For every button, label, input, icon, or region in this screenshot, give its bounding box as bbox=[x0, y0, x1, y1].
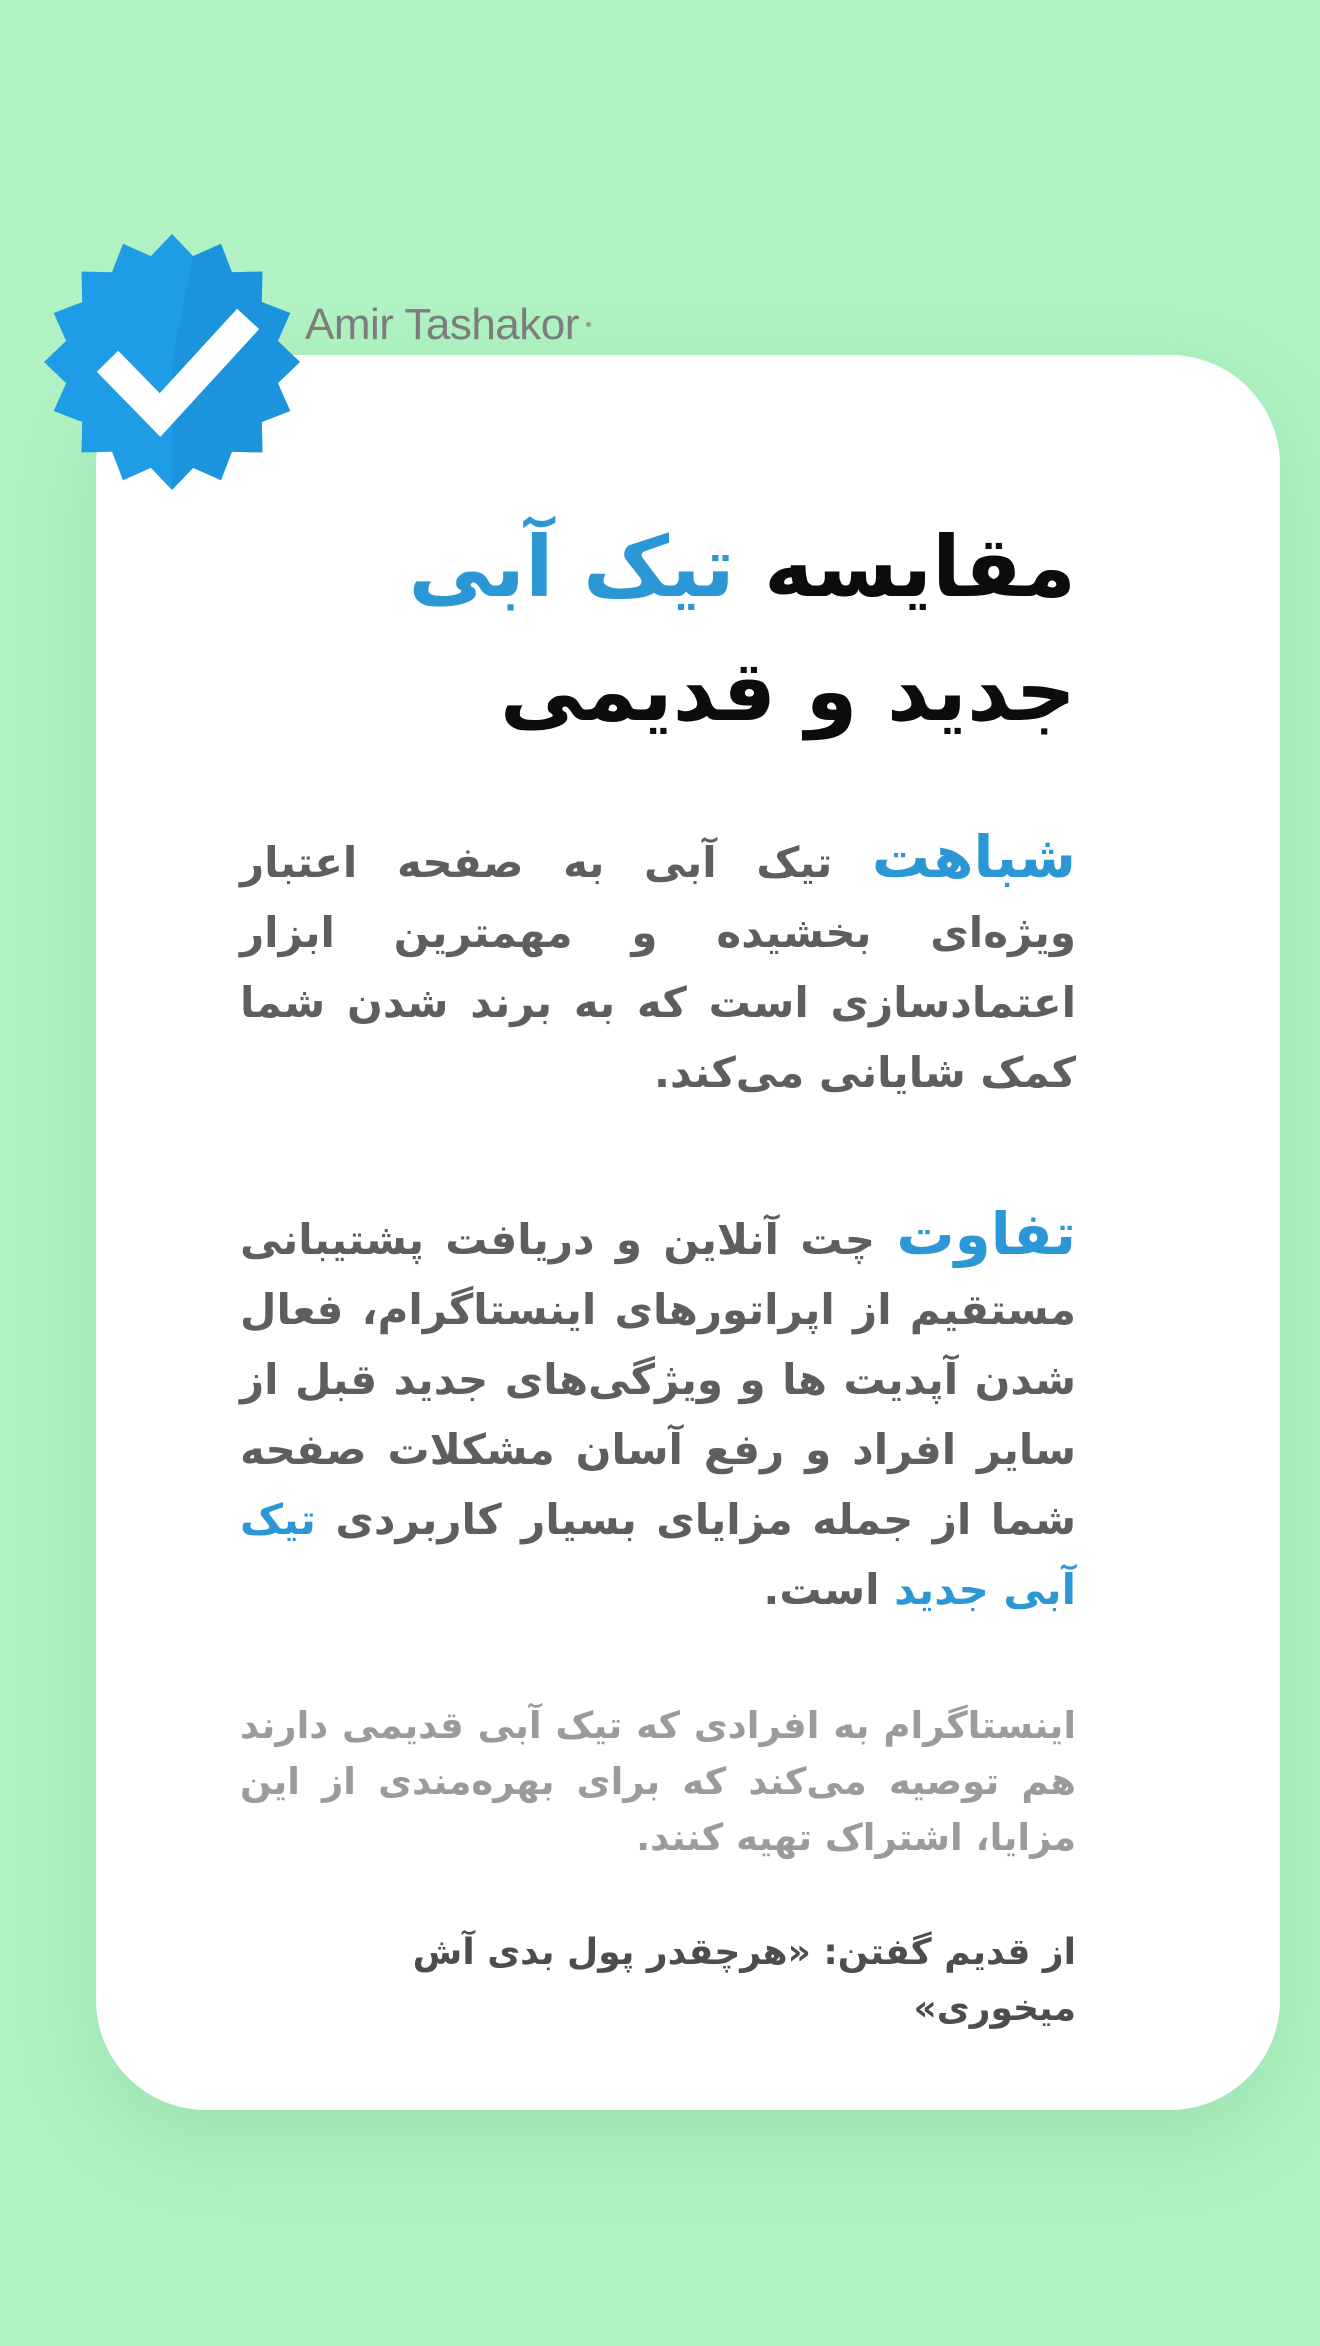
verified-badge-icon bbox=[40, 230, 305, 495]
author-name: Amir Tashakor bbox=[305, 300, 579, 349]
difference-lead: تفاوت bbox=[896, 1200, 1076, 1268]
author-dot bbox=[586, 322, 591, 327]
title-line-1 bbox=[240, 505, 1076, 629]
recommendation-paragraph: اینستاگرام به افرادی که تیک آبی قدیمی دارند هم توصیه می‌کند که برای بهره‌مندی از این مزایا، اشتراک تهیه کنند. bbox=[240, 1704, 1076, 1859]
title-prefix: مقایسه bbox=[764, 518, 1076, 616]
similarity-lead: شباهت bbox=[871, 823, 1076, 891]
title-line-2: جدید و قدیمی bbox=[499, 642, 1076, 740]
title-highlight: تیک آبی bbox=[408, 518, 735, 616]
similarity-text: تیک آبی به صفحه اعتبار ویژه‌ای بخشیده و مهمترین ابزار اعتمادسازی است که به برند شدن شما کمک شایانی می‌کند. bbox=[240, 838, 1076, 1097]
page-title bbox=[240, 505, 1076, 753]
difference-paragraph bbox=[240, 1199, 1076, 1625]
saying-line: از قدیم گفتن: «هرچقدر پول بدی آش میخوری» bbox=[412, 1932, 1076, 2029]
similarity-paragraph bbox=[240, 822, 1076, 1108]
difference-highlight: تیک آبی جدید bbox=[240, 1495, 1076, 1614]
difference-end: است. bbox=[763, 1565, 880, 1614]
difference-text: چت آنلاین و دریافت پشتیبانی مستقیم از اپراتورهای اینستاگرام، فعال شدن آپدیت ها و ویژگی‌های جدید قبل از سایر افراد و رفع آسان مشکلات صفحه شما از جمله مزایای بسیار کاربردی bbox=[240, 1215, 1076, 1544]
